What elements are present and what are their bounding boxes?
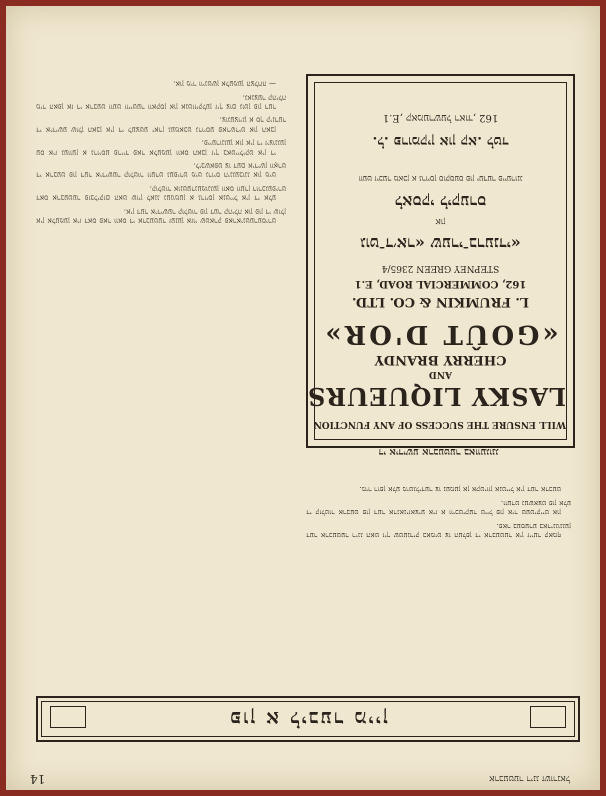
ad-address: 162, COMMERCIAL ROAD, E.1 [354,278,527,289]
paragraph: מיר רופן אלע מיטגלידער צו נעמען אן אקטיוון אנטייל אין דער ארבעט. [359,485,561,494]
ad-hebrew-cherry: לאסקי ליקערס [394,192,487,211]
ad-hebrew-address: 162 ,קאמערשעל ראוד ,E.1 [382,112,499,123]
right-column-heading [306,446,571,457]
newspaper-page [6,6,600,790]
right-column-text [306,480,571,539]
paragraph: מיר האפן אז די ארבעט וועט ווייטער וואקסן און אנטוויקלען זיך צום גוטן פון דער גאנצער קהילה. [36,92,286,111]
ad-phone: STEPNEY GREEN 2365/4 [381,263,500,273]
section-banner [36,696,580,742]
paragraph: דער ארבעטער רינג האט זיך שטענדיק באמיט צו העלפן די ארבעטער אין זייער קאמף פאר בעסערע באדינגונגען. [306,521,571,540]
paragraph: די קולטור ארבעט פון דער ארגאניזאציע איז א וויכטיקער טייל פון איר טעטיקייט און ווערט געשאצט פון אלע. [306,498,571,517]
paragraph: עס איז געווען א גרויסע פרייד פאר אלעמען וואס האבן זיך באטייליקט אין די פייערונגען און אין די זיצונגען. [36,138,286,156]
ornament-icon [530,706,566,728]
ad-cherry-brandy: CHERRY BRANDY [374,352,507,367]
ad-company: L. FRUMKIN & CO. LTD. [351,294,530,309]
ad-hebrew-tagline: וועט זיכער מאכן א גרויסן סוקסעס פון יעדער פייערונג [358,174,523,183]
ad-brand-lasky: LASKY LIQUEURS [307,382,566,411]
paragraph: — און מיר ווינטשן אלעמען הצלחה. [173,79,276,88]
ornament-icon [50,706,86,728]
ad-gout-dor: «GOÛT D'OR» [322,319,559,349]
left-column-text [36,74,286,224]
page-number: 14 [30,772,46,786]
liqueur-advertisement [306,74,575,448]
ad-hebrew-company: ל. פרומקין און קא. לטד. [372,133,509,149]
column-heading: די אידישע ארבעטער באוועגונג [378,446,499,457]
ad-hebrew-and: און [435,216,446,226]
ad-and: AND [429,369,453,379]
page-footer [6,766,600,786]
ad-hebrew-brand: «גוט־ד׳אר» שערי־ברענדי [360,234,521,253]
paragraph: דאס ארבעטער פובליקום האט שוין לאנג גענומען א גרויסן אנטייל אין די אלע קולטור אונטערנעמונגען וואס ווערן דורכגעפירט. [36,184,286,202]
ad-tagline: WILL ENSURE THE SUCCESS OF ANY FUNCTION [313,419,566,429]
paragraph: אין אלעמען איז דאס פאר וואס די ארבעטער זענען אזוי שטארק פאראינטערעסירט אין דער אידישער קולטור פון דער קהילה און פון די שולן. [36,206,286,225]
banner-title: פון א ליבער מיין [228,707,388,732]
publication-title: ארבעטער רינג זשורנאל [489,773,570,783]
paragraph: די אידישע שולן האבן אין די לעצטע יארן געמאכט גרויסע פארשריט און האבן צוגעצויגן א סך קינדער. [36,115,286,134]
paragraph: די ארבעט פון דער אידישער קולטור ווערט געפירט מיט גרויס הינגעבונג און מיט ליבשאפט צו דעם אידישן וואָרט. [36,161,286,179]
